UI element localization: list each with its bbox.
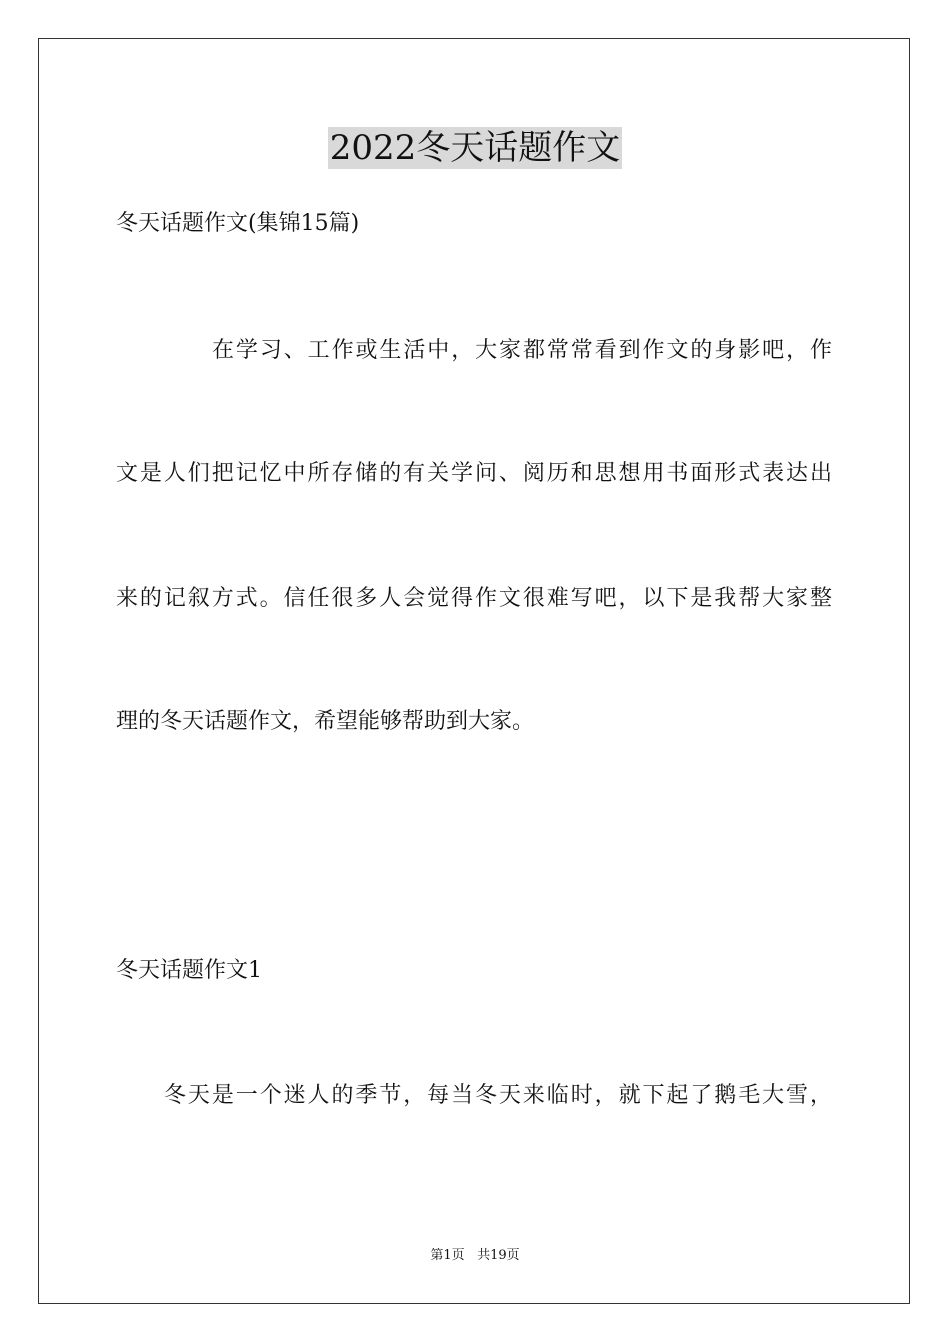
intro-line-1: 在学习、工作或生活中，大家都常常看到作文的身影吧，作 — [212, 338, 832, 363]
intro-line-2: 文是人们把记忆中所存储的有关学问、阅历和思想用书面形式表达出 — [116, 461, 832, 486]
document-title: 2022冬天话题作文 — [329, 128, 621, 168]
document-subtitle: 冬天话题作文(集锦15篇) — [116, 211, 360, 236]
page-number: 第1页 — [430, 1248, 465, 1263]
intro-line-3: 来的记叙方式。信任很多人会觉得作文很难写吧，以下是我帮大家整 — [116, 586, 832, 611]
section-paragraph-line-1: 冬天是一个迷人的季节，每当冬天来临时，就下起了鹅毛大雪， — [164, 1083, 832, 1108]
section-heading: 冬天话题作文1 — [116, 958, 262, 983]
page-total: 共19页 — [477, 1248, 520, 1263]
title-container — [0, 127, 950, 169]
intro-line-4: 理的冬天话题作文，希望能够帮助到大家。 — [116, 709, 535, 734]
page-footer — [0, 1247, 950, 1265]
